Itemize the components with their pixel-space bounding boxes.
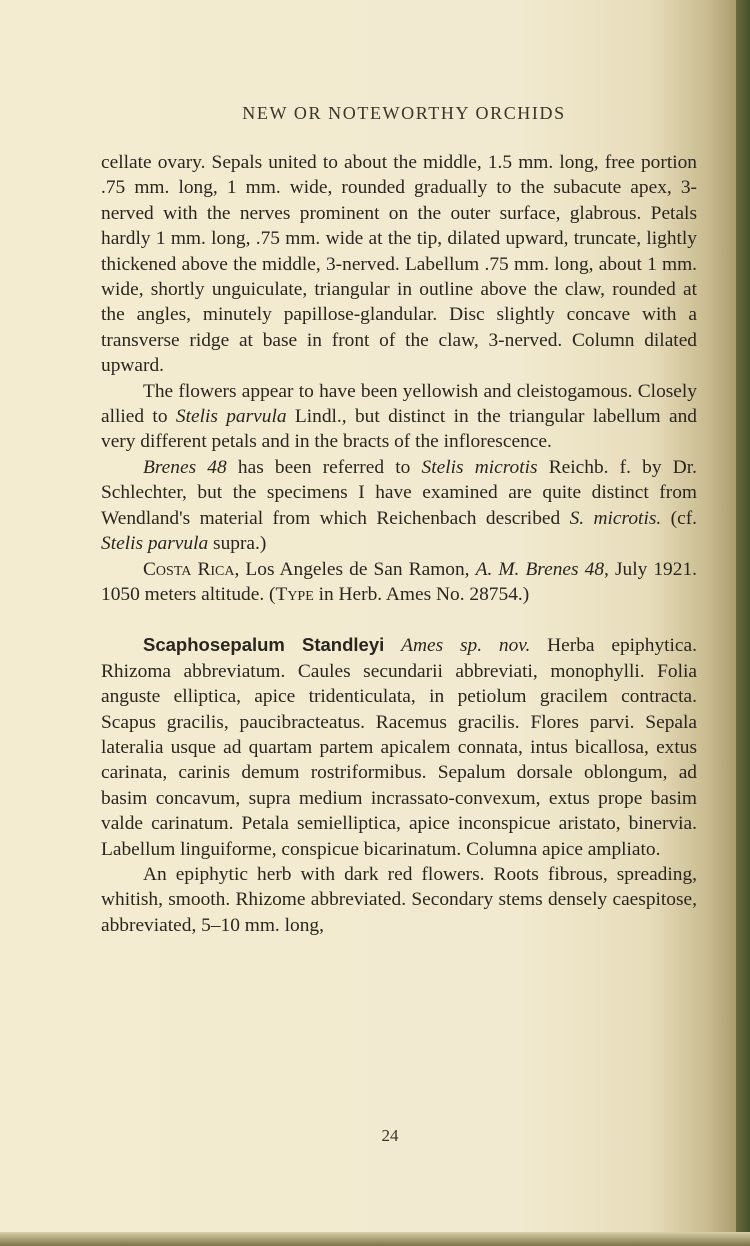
paragraph-flowers-note: The flowers appear to have been yellowish and cleistogamous. Closely allied to Stelis parvula Lindl., but distinct in the triangular labellum and very different petals and in the bracts of the inflorescence. [101,380,697,453]
paragraph-description-continued: cellate ovary. Sepals united to about the middle, 1.5 mm. long, free portion .75 mm. long, 1 mm. wide, rounded gradually to the subacute apex, 3-nerved with the nerves prominent on the outer surface, glabrous. Petals hardly 1 mm. long, .75 mm. wide at the tip, dilated upward, truncate, lightly thickened above the middle, 3-nerved. Labellum .75 mm. long, about 1 mm. wide, shortly unguiculate, triangular in outline above the claw, rounded at the angles, minutely papillose-glandular. Disc slightly concave with a transverse ridge at base in front of the claw, 3-nerved. Column dilated upward. [101,152,697,377]
paragraph-species-diagnosis: Scaphosepalum Standleyi Ames sp. nov. Herba epiphytica. Rhizoma abbreviatum. Caules secundarii abbreviati, monophylli. Folia anguste elliptica, apice tridenticulata, in petiolum gracilem contracta. Scapus gracilis, paucibracteatus. Racemus gracilis. Flores parvi. Sepala lateralia usque ad quartam partem apicalem connata, intus bicallosa, extus carinata, carinis demum rostriformibus. Sepalum dorsale oblongum, ad basim concavum, supra medium incrassato-convexum, extus prope basim valde carinatum. Petala semielliptica, apice inconspicue aristato, binervia. Labellum linguiforme, conspicue bicarinatum. Columna apice ampliato. [101,634,697,860]
species-name: Scaphosepalum Standleyi [143,634,385,656]
paragraph-brenes-note: Brenes 48 has been referred to Stelis microtis Reichb. f. by Dr. Schlechter, but the specimens I have examined are quite distinct from Wendland's material from which Reichenbach described S. microtis. (cf. Stelis parvula supra.) [101,456,698,555]
paragraph-species-description: An epiphytic herb with dark red flowers. Roots fibrous, spreading, whitish, smooth. Rhizome abbreviated. Secondary stems densely caespitose, abbreviated, 5–10 mm. long, [101,863,697,936]
running-head: NEW OR NOTEWORTHY ORCHIDS [242,103,566,123]
section-gap [101,607,697,632]
body-text [101,150,697,938]
book-edge-bottom [0,1232,750,1246]
paragraph-locality: Costa Rica, Los Angeles de San Ramon, A. M. Brenes 48, July 1921. 1050 meters altitude. (Type in Herb. Ames No. 28754.) [101,558,697,605]
page-number: 24 [381,1126,399,1145]
book-edge-right [736,0,750,1246]
